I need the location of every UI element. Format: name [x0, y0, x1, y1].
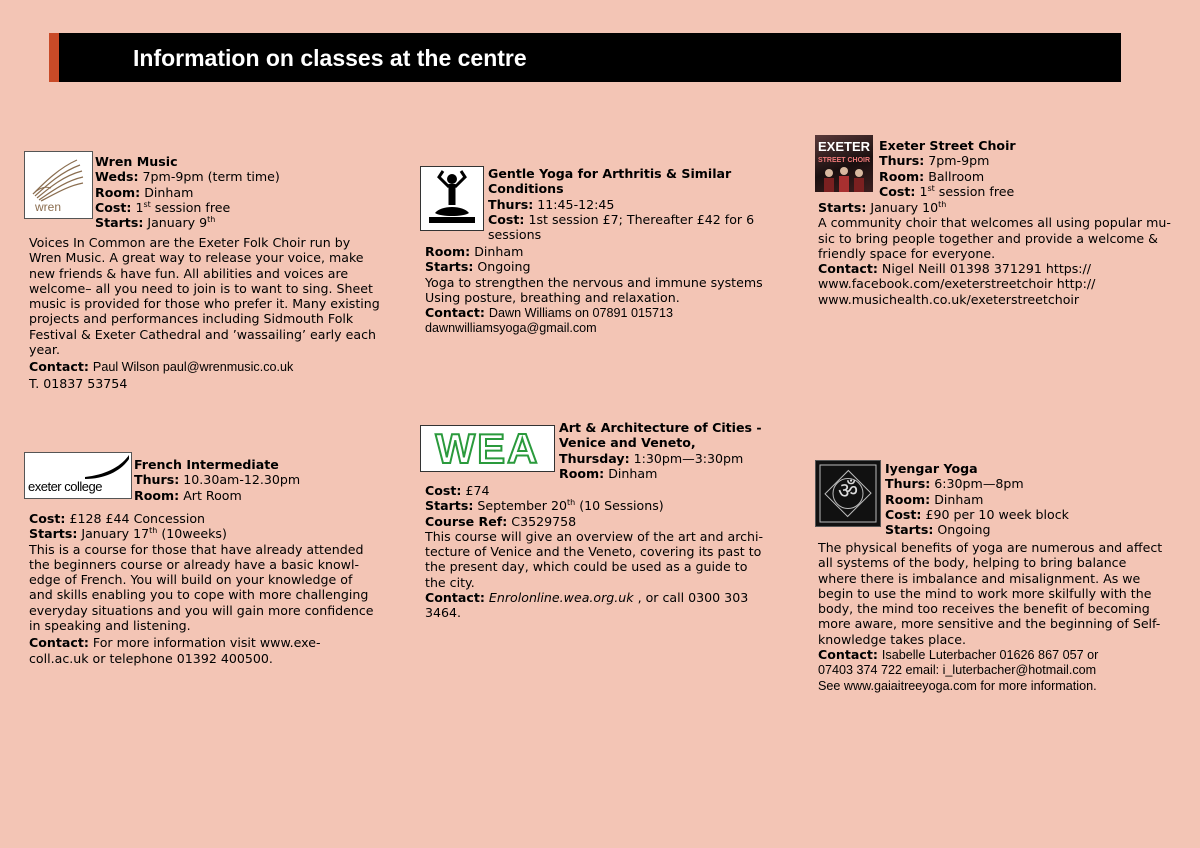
wea-course-header — [559, 420, 762, 481]
iyengar-yoga-header — [885, 461, 1069, 537]
description-line: Using posture, breathing and relaxation. — [425, 289, 680, 305]
starts-superscript: th — [938, 199, 947, 209]
wren-music-header — [95, 154, 280, 230]
description-line: and skills enabling you to cope with more challenging — [29, 587, 369, 603]
exeter-street-choir-logo — [815, 135, 873, 192]
starts-label: Starts: — [425, 498, 474, 514]
french-intermediate-header — [134, 457, 300, 503]
contact-value: , or call 0300 303 — [633, 590, 749, 606]
cost-value-suffix: session free — [934, 183, 1015, 199]
room-label: Room: — [879, 168, 925, 184]
starts-superscript: th — [207, 215, 216, 224]
description-line: Voices In Common are the Exeter Folk Choir run by — [29, 235, 351, 250]
french-intermediate-body — [29, 511, 374, 666]
class-title-line2: Venice and Veneto, — [559, 435, 696, 451]
wren-music-body — [29, 235, 380, 391]
starts-superscript: th — [149, 526, 158, 536]
contact-value-line2: 07403 374 722 email: i_luterbacher@hotmail.com — [818, 663, 1097, 678]
description-line: friendly space for everyone. — [818, 245, 996, 261]
description-line: all systems of the body, helping to bring balance — [818, 555, 1127, 571]
cost-value: £90 per 10 week block — [925, 506, 1069, 522]
room-value: Dinham — [608, 465, 658, 481]
day-label: Thurs: — [134, 472, 180, 488]
cost-value-line2: sessions — [488, 227, 542, 243]
contact-link-line: www.musichealth.co.uk/exeterstreetchoir — [818, 291, 1080, 307]
starts-label: Starts: — [95, 215, 144, 231]
contact-value: Nigel Neill 01398 371291 https:// — [881, 261, 1092, 277]
starts-value: January 17 — [81, 526, 150, 542]
contact-value: Dawn Williams on 07891 015713 — [488, 306, 674, 321]
cost-label: Cost: — [425, 483, 462, 498]
exeter-college-logo — [24, 452, 132, 499]
exeter-street-choir-body — [818, 200, 1171, 307]
day-value: 1:30pm—3:30pm — [633, 450, 744, 466]
description-line: where there is imbalance and misalignment. As we — [818, 570, 1141, 586]
cost-value: 1 — [919, 183, 928, 199]
contact-label: Contact: — [818, 261, 878, 277]
description-line: year. — [29, 342, 60, 358]
room-value: Dinham — [934, 491, 984, 507]
description-line: in speaking and listening. — [29, 618, 191, 634]
starts-value: Ongoing — [937, 522, 991, 538]
description-line: everyday situations and you will gain more confidence — [29, 602, 374, 618]
course-ref-value: C3529758 — [511, 513, 577, 529]
choir-logo-subtitle: STREET CHOIR — [817, 157, 871, 164]
day-label: Thurs: — [885, 476, 931, 492]
wea-course-body — [425, 483, 763, 621]
day-value: 7pm-9pm — [928, 153, 990, 169]
contact-value: For more information visit www.exe- — [92, 635, 321, 651]
description-line: This is a course for those that have already attended — [29, 541, 364, 557]
college-logo-text: exeter college — [28, 479, 102, 494]
description-line: knowledge takes place. — [818, 631, 966, 647]
cost-value: 1st session £7; Thereafter £42 for 6 — [528, 211, 755, 227]
class-title: Iyengar Yoga — [885, 461, 978, 476]
contact-value-line2: coll.ac.uk or telephone 01392 400500. — [29, 650, 273, 666]
page-title: Information on classes at the centre — [133, 45, 527, 71]
iyengar-yoga-body — [818, 540, 1162, 694]
contact-value-line2: 3464. — [425, 605, 462, 621]
class-title: Gentle Yoga for Arthritis & Similar — [488, 166, 732, 181]
enrol-online-link[interactable]: Enrolonline.wea.org.uk — [488, 590, 634, 606]
gentle-yoga-logo — [420, 166, 484, 231]
starts-label: Starts: — [29, 526, 78, 542]
description-line: the city. — [425, 574, 475, 590]
starts-value-suffix: (10weeks) — [157, 526, 227, 542]
contact-value: Paul Wilson paul@wrenmusic.co.uk — [92, 360, 294, 375]
choir-logo-title: EXETER — [818, 139, 871, 154]
class-title: Wren Music — [95, 154, 178, 169]
description-line: music is provided for those who prefer it. Many existing — [29, 296, 380, 312]
starts-value-suffix: (10 Sessions) — [575, 498, 664, 514]
gentle-yoga-header — [488, 166, 754, 242]
class-title: French Intermediate — [134, 457, 279, 472]
day-value: 10.30am-12.30pm — [183, 472, 301, 488]
contact-value: Isabelle Luterbacher 01626 867 057 or — [881, 648, 1099, 663]
day-label: Thurs: — [879, 153, 925, 169]
description-line: Festival & Exeter Cathedral and ’wassailing’ early each — [29, 326, 377, 342]
wren-music-logo — [24, 151, 93, 219]
cost-label: Cost: — [95, 199, 132, 215]
class-title-line2: Conditions — [488, 181, 564, 197]
class-title: Exeter Street Choir — [879, 138, 1016, 153]
cost-superscript: st — [927, 183, 935, 193]
description-line: welcome– all you need to join is to want to sing. Sheet — [29, 280, 373, 296]
room-value: Ballroom — [928, 168, 985, 184]
description-line: Wren Music. A great way to release your voice, make — [29, 250, 364, 266]
cost-label: Cost: — [879, 183, 916, 199]
starts-superscript: th — [567, 498, 576, 508]
description-line: Yoga to strengthen the nervous and immune systems — [425, 274, 763, 290]
contact-label: Contact: — [425, 305, 485, 321]
day-label: Thurs: — [488, 196, 534, 212]
room-label: Room: — [95, 184, 141, 200]
cost-value-suffix: session free — [150, 199, 231, 215]
om-symbol: ॐ — [837, 479, 859, 504]
room-value: Art Room — [183, 487, 242, 503]
starts-value: January 10 — [870, 200, 939, 215]
contact-label: Contact: — [29, 359, 89, 375]
room-value: Dinham — [474, 244, 524, 259]
wea-logo — [420, 425, 555, 472]
description-line: projects and performances including Sidmouth Folk — [29, 311, 354, 327]
contact-label: Contact: — [818, 647, 878, 663]
day-value: 7pm-9pm (term time) — [142, 169, 280, 185]
course-ref-label: Course Ref: — [425, 513, 508, 529]
day-label: Thursday: — [559, 450, 630, 466]
header-accent-stripe — [49, 33, 59, 82]
starts-label: Starts: — [425, 259, 474, 275]
contact-label: Contact: — [29, 635, 89, 651]
contact-link-line: www.facebook.com/exeterstreetchoir http:// — [818, 276, 1096, 292]
description-line: A community choir that welcomes all using popular mu- — [818, 215, 1171, 231]
description-line: the present day, which could be used as a guide to — [425, 559, 748, 575]
cost-value: £128 £44 Concession — [69, 511, 206, 526]
description-line: body, the mind too receives the benefit of becoming — [818, 601, 1150, 617]
day-label: Weds: — [95, 169, 139, 185]
choir-people-icon — [815, 135, 873, 192]
description-line: begin to use the mind to work more skilfully with the — [818, 585, 1152, 601]
cost-label: Cost: — [488, 211, 525, 227]
iyengar-yoga-logo — [815, 460, 881, 527]
cost-label: Cost: — [885, 506, 922, 522]
starts-value: January 9 — [147, 215, 208, 231]
description-line: The physical benefits of yoga are numerous and affect — [818, 540, 1163, 555]
description-line: edge of French. You will build on your knowledge of — [29, 572, 353, 588]
contact-label: Contact: — [425, 590, 485, 606]
cost-superscript: st — [143, 199, 151, 209]
day-value: 11:45-12:45 — [537, 196, 615, 212]
description-line: the beginners course or already have a basic knowl- — [29, 556, 360, 572]
room-label: Room: — [559, 465, 605, 481]
wren-logo-text: wren — [35, 200, 62, 214]
starts-value: September 20 — [477, 498, 568, 514]
room-label: Room: — [425, 244, 471, 259]
starts-label: Starts: — [885, 522, 934, 538]
wea-logo-text: WEA — [435, 425, 540, 472]
cost-value: 1 — [135, 199, 144, 215]
starts-value: Ongoing — [477, 259, 531, 275]
cost-value: £74 — [465, 483, 490, 498]
starts-label: Starts: — [818, 200, 867, 215]
contact-email: dawnwilliamsyoga@gmail.com — [425, 321, 597, 336]
description-line: sic to bring people together and provide a welcome & — [818, 230, 1158, 246]
gentle-yoga-body — [425, 244, 763, 337]
description-line: more aware, more sensitive and the beginning of Self- — [818, 616, 1161, 632]
description-line: tecture of Venice and the Veneto, covering its past to — [425, 544, 762, 560]
day-value: 6:30pm—8pm — [934, 476, 1024, 492]
contact-value-line3: See www.gaiaitreeyoga.com for more information. — [818, 678, 1097, 693]
room-label: Room: — [134, 487, 180, 503]
meditation-figure-icon — [421, 167, 483, 230]
room-label: Room: — [885, 491, 931, 507]
contact-phone: T. 01837 53754 — [29, 375, 128, 391]
description-line: This course will give an overview of the art and archi- — [425, 528, 764, 544]
exeter-street-choir-header — [879, 138, 1016, 199]
cost-label: Cost: — [29, 511, 66, 526]
description-line: new friends & have fun. All abilities and voices are — [29, 265, 349, 281]
class-title: Art & Architecture of Cities - — [559, 420, 762, 435]
room-value: Dinham — [144, 184, 194, 200]
